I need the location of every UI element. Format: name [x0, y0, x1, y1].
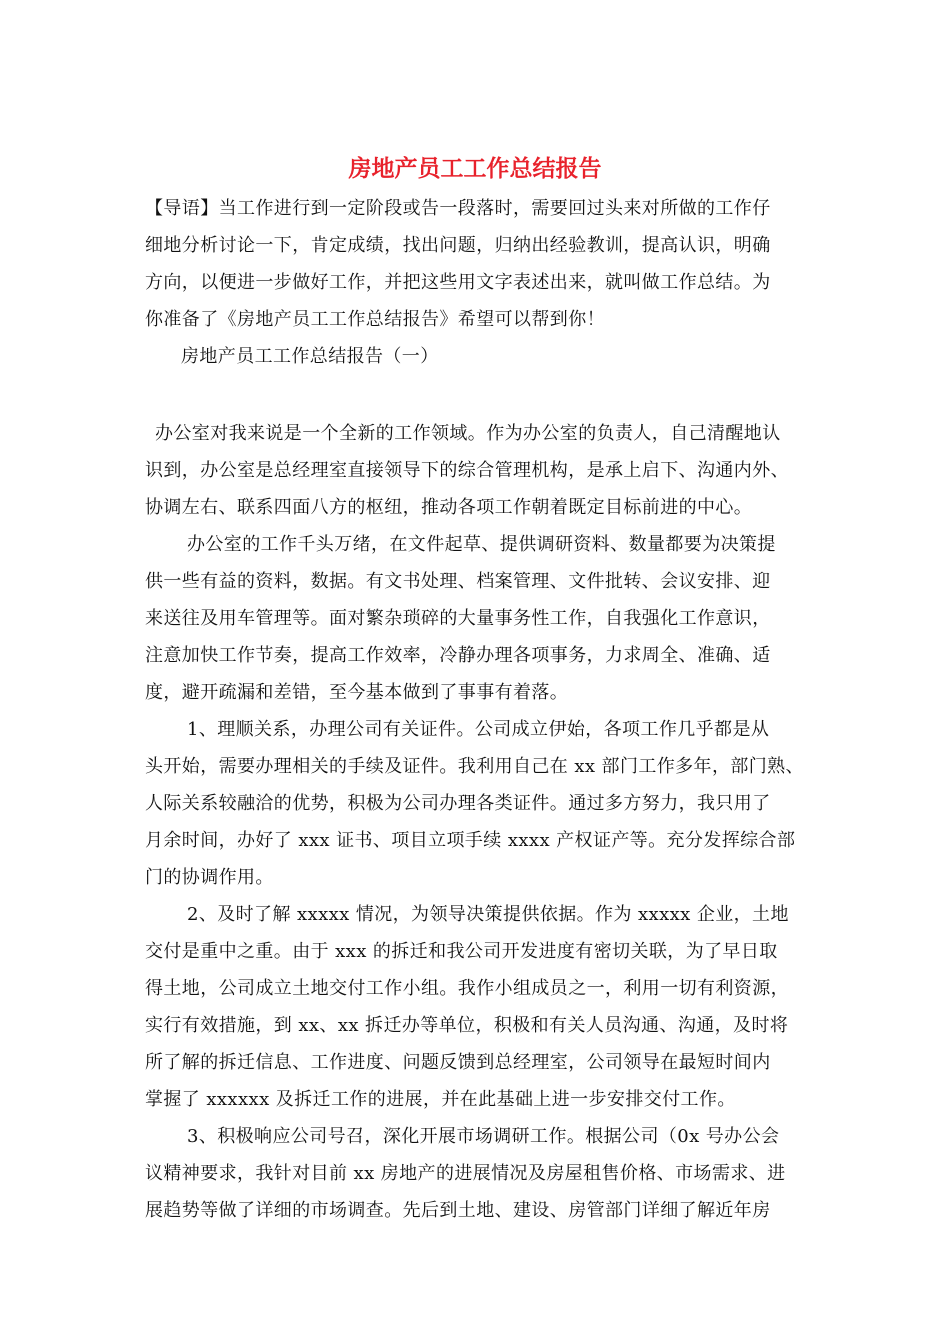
- section-heading: 房地产员工工作总结报告（一）: [181, 346, 439, 367]
- paragraph-line: 度，避开疏漏和差错，至今基本做到了事事有着落。: [145, 682, 569, 703]
- paragraph-line: 月余时间，办好了 xxx 证书、项目立项手续 xxxx 产权证产等。充分发挥综合部: [145, 830, 796, 851]
- paragraph-line: 交付是重中之重。由于 xxx 的拆迁和我公司开发进度有密切关联，为了早日取: [145, 941, 778, 962]
- paragraph-item-1: [145, 711, 825, 896]
- paragraph-line: 供一些有益的资料，数据。有文书处理、档案管理、文件批转、会议安排、迎: [145, 571, 771, 592]
- paragraph-line: 展趋势等做了详细的市场调查。先后到土地、建设、房管部门详细了解近年房: [145, 1200, 771, 1221]
- intro-line: 你准备了《房地产员工工作总结报告》希望可以帮到你！: [145, 309, 605, 330]
- paragraph-line: 门的协调作用。: [145, 867, 274, 888]
- intro-line: 细地分析讨论一下，肯定成绩，找出问题，归纳出经验教训，提高认识，明确: [145, 235, 771, 256]
- paragraph-line: 议精神要求，我针对目前 xx 房地产的进展情况及房屋租售价格、市场需求、进: [145, 1163, 786, 1184]
- paragraph-line: 掌握了 xxxxxx 及拆迁工作的进展，并在此基础上进一步安排交付工作。: [145, 1089, 736, 1110]
- paragraph-line: 3、积极响应公司号召，深化开展市场调研工作。根据公司（0x 号办公会: [187, 1126, 780, 1147]
- paragraph-line: 办公室的工作千头万绪，在文件起草、提供调研资料、数量都要为决策提: [187, 534, 776, 555]
- paragraph-line: 人际关系较融洽的优势，积极为公司办理各类证件。通过多方努力，我只用了: [145, 793, 771, 814]
- paragraph-line: 识到，办公室是总经理室直接领导下的综合管理机构，是承上启下、沟通内外、: [145, 460, 789, 481]
- intro-paragraph: [145, 190, 825, 338]
- paragraph-line: 所了解的拆迁信息、工作进度、问题反馈到总经理室，公司领导在最短时间内: [145, 1052, 771, 1073]
- paragraph-line: 注意加快工作节奏，提高工作效率，冷静办理各项事务，力求周全、准确、适: [145, 645, 771, 666]
- document-title: 房地产员工工作总结报告: [348, 155, 602, 182]
- blank-gap: [145, 375, 825, 415]
- paragraph-item-2: [145, 896, 825, 1118]
- paragraph-office-work: [145, 526, 825, 711]
- paragraph-item-3: [145, 1118, 825, 1229]
- paragraph-line: 得土地，公司成立土地交付工作小组。我作小组成员之一，利用一切有利资源，: [145, 978, 789, 999]
- paragraph-line: 实行有效措施，到 xx、xx 拆迁办等单位，积极和有关人员沟通、沟通，及时将: [145, 1015, 789, 1036]
- paragraph-line: 头开始，需要办理相关的手续及证件。我利用自己在 xx 部门工作多年，部门熟、: [145, 756, 804, 777]
- paragraph-line: 1、理顺关系，办理公司有关证件。公司成立伊始，各项工作几乎都是从: [187, 719, 770, 740]
- intro-line: 方向，以便进一步做好工作，并把这些用文字表述出来，就叫做工作总结。为: [145, 272, 771, 293]
- paragraph-office-intro: [145, 415, 825, 526]
- paragraph-line: 办公室对我来说是一个全新的工作领域。作为办公室的负责人，自己清醒地认: [155, 423, 781, 444]
- paragraph-line: 协调左右、联系四面八方的枢纽，推动各项工作朝着既定目标前进的中心。: [145, 497, 753, 518]
- document-body: [145, 190, 825, 1229]
- intro-line: 【导语】当工作进行到一定阶段或告一段落时，需要回过头来对所做的工作仔: [145, 198, 771, 219]
- paragraph-line: 来送往及用车管理等。面对繁杂琐碎的大量事务性工作，自我强化工作意识，: [145, 608, 771, 629]
- paragraph-line: 2、及时了解 xxxxx 情况，为领导决策提供依据。作为 xxxxx 企业，土地: [187, 904, 789, 925]
